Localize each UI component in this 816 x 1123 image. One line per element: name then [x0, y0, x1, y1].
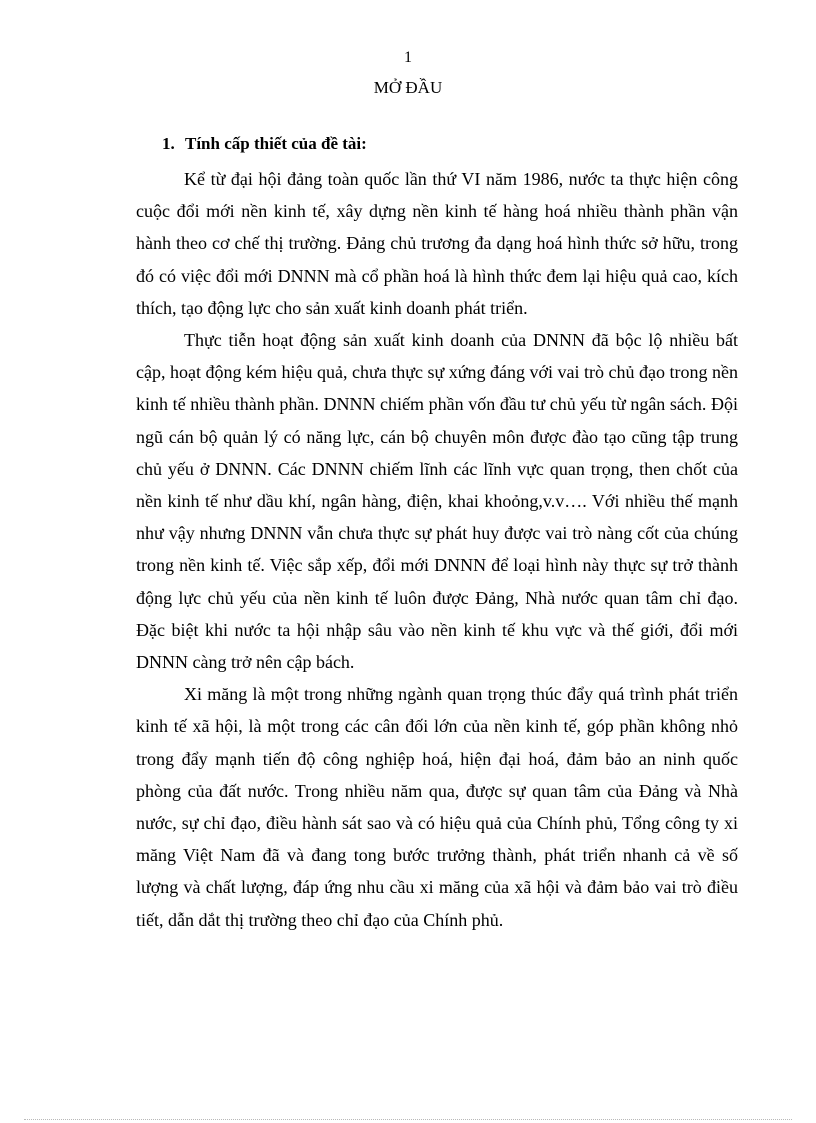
- page-number: 1: [404, 49, 412, 66]
- section-heading-text: Tính cấp thiết của đề tài:: [185, 134, 367, 153]
- body-text: [136, 163, 738, 936]
- footer-divider: [24, 1119, 792, 1120]
- paragraph: Thực tiễn hoạt động sản xuất kinh doanh của DNNN đã bộc lộ nhiều bất cập, hoạt động kém hiệu quả, chưa thực sự xứng đáng với vai trò chủ đạo trong nền kinh tế nhiều thành phần. DNNN chiếm phần vốn đầu tư chủ yếu từ ngân sách. Đội ngũ cán bộ quản lý có năng lực, cán bộ chuyên môn được đào tạo cũng tập trung chủ yếu ở DNNN. Các DNNN chiếm lĩnh các lĩnh vực quan trọng, then chốt của nền kinh tế như dầu khí, ngân hàng, điện, khai khoỏng,v.v…. Với nhiều thế mạnh như vậy nhưng DNNN vẫn chưa thực sự phát huy được vai trò nàng cốt của chúng trong nền kinh tế. Việc sắp xếp, đổi mới DNNN để loại hình này thực sự trở thành động lực chủ yếu của nền kinh tế luôn được Đảng, Nhà nước quan tâm chỉ đạo. Đặc biệt khi nước ta hội nhập sâu vào nền kinh tế khu vực và thế giới, đổi mới DNNN càng trở nên cập bách.: [136, 330, 738, 673]
- paragraph: Xi măng là một trong những ngành quan trọng thúc đẩy quá trình phát triển kinh tế xã hội, là một trong các cân đối lớn của nền kinh tế, góp phần không nhỏ trong đẩy mạnh tiến độ công nghiệp hoá, hiện đại hoá, đảm bảo an ninh quốc phòng của đất nước. Trong nhiều năm qua, được sự quan tâm của Đảng và Nhà nước, sự chỉ đạo, điều hành sát sao và có hiệu quả của Chính phủ, Tổng công ty xi măng Việt Nam đã và đang tong bước trưởng thành, phát triển nhanh cả về số lượng và chất lượng, đáp ứng nhu cầu xi măng của xã hội và đảm bảo vai trò điều tiết, dẫn dắt thị trường theo chỉ đạo của Chính phủ.: [136, 684, 738, 930]
- paragraph: Kể từ đại hội đảng toàn quốc lần thứ VI năm 1986, nước ta thực hiện công cuộc đổi mới nền kinh tế, xây dựng nền kinh tế hàng hoá nhiều thành phần vận hành theo cơ chế thị trường. Đảng chủ trương đa dạng hoá hình thức sở hữu, trong đó có việc đổi mới DNNN mà cổ phần hoá là hình thức đem lại hiệu quả cao, kích thích, tạo động lực cho sản xuất kinh doanh phát triển.: [136, 169, 738, 318]
- page-title: MỞ ĐẦU: [373, 78, 443, 97]
- section-heading: [162, 134, 367, 154]
- section-number: 1.: [162, 134, 175, 153]
